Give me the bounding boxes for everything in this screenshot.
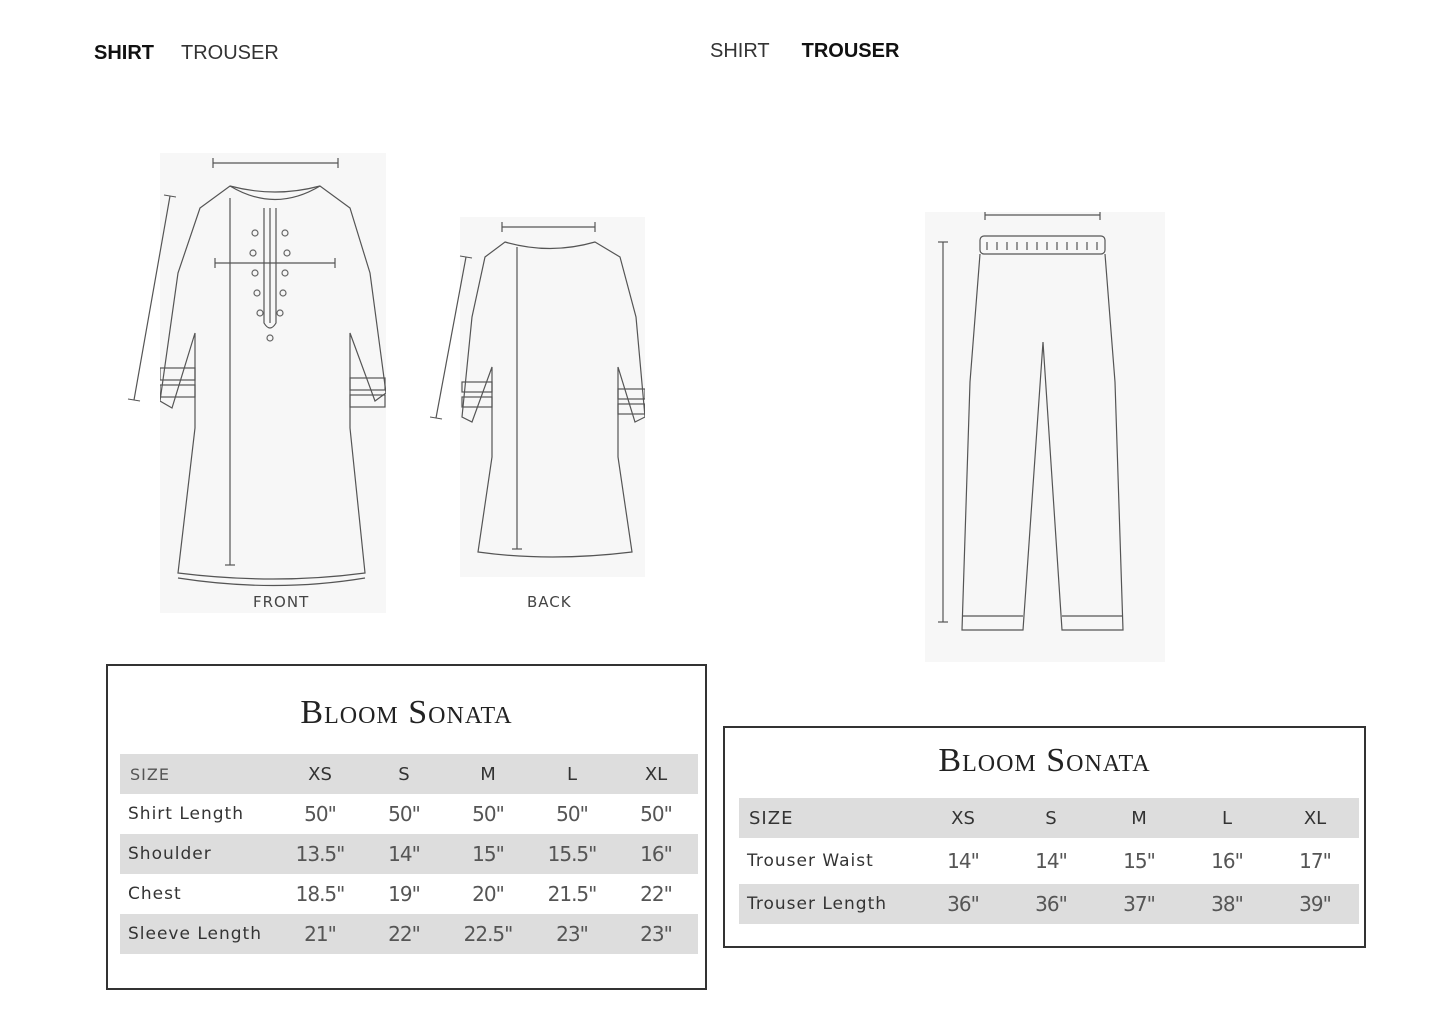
trouser-size-chart xyxy=(723,726,1366,948)
cell: 14" xyxy=(362,834,446,874)
tab-bar xyxy=(710,40,899,63)
size-m: M xyxy=(1095,798,1183,838)
shirt-panel xyxy=(0,0,715,1022)
size-xs: XS xyxy=(919,798,1007,838)
cell: 50" xyxy=(472,802,504,826)
row-label: Shoulder xyxy=(120,834,278,874)
size-l: L xyxy=(530,754,614,794)
table-header-row xyxy=(120,754,698,794)
table-row xyxy=(739,884,1359,924)
size-m: M xyxy=(446,754,530,794)
size-l: L xyxy=(1183,798,1271,838)
chart-title: Bloom Sonata xyxy=(938,742,1151,779)
sleeve-arrow-icon xyxy=(430,252,475,424)
size-xs: XS xyxy=(278,754,362,794)
cell: 50" xyxy=(556,802,588,826)
cell: 37" xyxy=(1095,884,1183,924)
table-row xyxy=(120,834,698,874)
row-label: Trouser Waist xyxy=(747,851,874,871)
shirt-back-illustration xyxy=(460,217,645,577)
cell: 22" xyxy=(362,914,446,954)
cell: 15" xyxy=(1123,849,1155,873)
cell: 22" xyxy=(640,882,672,906)
trouser-size-table xyxy=(739,798,1359,924)
cell: 50" xyxy=(388,802,420,826)
cell: 50" xyxy=(640,802,672,826)
shirt-size-chart xyxy=(106,664,707,990)
cell: 14" xyxy=(1035,849,1067,873)
size-header: SIZE xyxy=(739,798,919,838)
cell: 17" xyxy=(1299,849,1331,873)
cell: 15.5" xyxy=(530,834,614,874)
size-xl: XL xyxy=(1271,798,1359,838)
chart-title: Bloom Sonata xyxy=(300,694,513,731)
trouser-panel xyxy=(710,0,1445,1022)
row-label: Sleeve Length xyxy=(120,914,278,954)
row-label: Trouser Length xyxy=(739,884,919,924)
size-s: S xyxy=(362,754,446,794)
cell: 15" xyxy=(446,834,530,874)
trouser-illustration xyxy=(925,212,1165,662)
cell: 22.5" xyxy=(446,914,530,954)
cell: 20" xyxy=(472,882,504,906)
front-label: FRONT xyxy=(253,593,310,611)
size-s: S xyxy=(1007,798,1095,838)
cell: 36" xyxy=(919,884,1007,924)
cell: 13.5" xyxy=(278,834,362,874)
back-label: BACK xyxy=(527,593,572,611)
tab-bar xyxy=(94,42,279,65)
cell: 18.5" xyxy=(295,882,345,906)
table-header-row xyxy=(739,798,1359,838)
cell: 16" xyxy=(1211,849,1243,873)
cell: 36" xyxy=(1007,884,1095,924)
table-row xyxy=(739,838,1359,884)
size-header: SIZE xyxy=(120,754,278,794)
row-label: Chest xyxy=(128,884,182,904)
tab-trouser[interactable]: TROUSER xyxy=(181,42,279,64)
tab-shirt[interactable]: SHIRT xyxy=(710,40,770,62)
cell: 19" xyxy=(388,882,420,906)
size-xl: XL xyxy=(614,754,698,794)
row-label: Shirt Length xyxy=(128,804,244,824)
cell: 21" xyxy=(278,914,362,954)
cell: 16" xyxy=(614,834,698,874)
shirt-size-table xyxy=(120,754,698,954)
tab-shirt[interactable]: SHIRT xyxy=(94,42,154,64)
cell: 23" xyxy=(530,914,614,954)
table-row xyxy=(120,794,698,834)
cell: 14" xyxy=(947,849,979,873)
cell: 39" xyxy=(1271,884,1359,924)
cell: 50" xyxy=(304,802,336,826)
cell: 21.5" xyxy=(547,882,597,906)
tab-trouser[interactable]: TROUSER xyxy=(801,40,900,62)
shirt-front-illustration xyxy=(160,153,386,613)
length-arrow-icon xyxy=(126,190,176,410)
table-row xyxy=(120,874,698,914)
table-row xyxy=(120,914,698,954)
cell: 23" xyxy=(614,914,698,954)
cell: 38" xyxy=(1183,884,1271,924)
